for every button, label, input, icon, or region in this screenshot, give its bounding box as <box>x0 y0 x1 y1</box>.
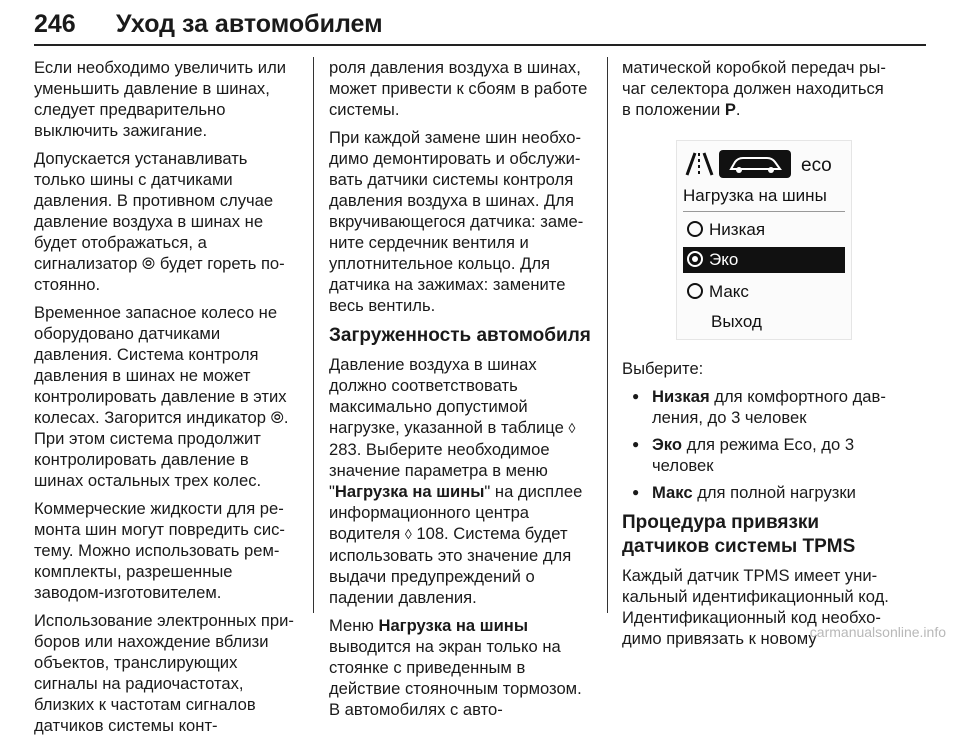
car-icon-frame <box>719 150 791 178</box>
load-option-max[interactable]: Макс <box>683 279 845 305</box>
section-heading: Процедура привязки датчиков системы TPMS <box>622 512 856 557</box>
watermark: carmanualsonline.info <box>809 624 946 640</box>
driver-info-display <box>676 140 852 340</box>
paragraph: При каждой замене шин необходимо демонтировать и обслуживать датчики системы контроля давления воздуха в шинах. Для вкручивающегося датчика: замените сердечник вентиля и уплотнительное кольцо. Для датчика на зажимах: замените весь вентиль. <box>329 128 584 315</box>
page-reference[interactable]: 283 <box>329 440 357 459</box>
paragraph: Использование электронных приборов или нахождение вблизи объектов, транслирующих сигналы на радиочастотах, близких к частотам сигналов датчиков системы конт- <box>34 611 294 735</box>
backslash-icon <box>704 153 712 175</box>
slash-icon <box>687 153 695 175</box>
load-option-eco[interactable]: Эко <box>683 247 845 273</box>
tpms-warning-icon: ⦾ <box>141 254 156 273</box>
paragraph: Каждый датчик TPMS имеет уникальный идентификационный код. Идентификационный код необходимо привязать к новому <box>622 566 889 648</box>
page-reference[interactable]: 108 <box>411 524 445 543</box>
select-label: Выберите: <box>622 359 704 378</box>
column-divider <box>607 57 608 613</box>
radio-icon <box>687 283 703 299</box>
page-header <box>34 10 926 44</box>
load-options-list <box>622 386 892 503</box>
radio-selected-icon <box>687 251 703 267</box>
page-title: Уход за автомобилем <box>116 10 383 38</box>
paragraph: Временное запасное колесо не оборудовано датчиками давления. Система контроля давления в шинах не может контролировать давление в этих колесах. Загорится индикатор ⦾. При этом система продолжит контролировать давление в шинах остальных трех колес. <box>34 303 289 490</box>
page-reference-icon: ◊ <box>568 420 576 436</box>
column-3 <box>622 57 892 656</box>
list-item: ● Макс для полной нагрузки <box>622 482 892 503</box>
display-icon-bar <box>683 147 845 181</box>
page-number: 246 <box>34 10 76 38</box>
paragraph: Если необходимо увеличить или уменьшить давление в шинах, следует предварительно выключить зажигание. <box>34 58 287 140</box>
tpms-warning-icon: ⦾ <box>270 408 284 427</box>
paragraph: Меню Нагрузка на шины выводится на экран только на стоянке с приведенным в действие стояночным тормозом. В автомобилях с авто- <box>329 616 582 719</box>
display-exit[interactable]: Выход <box>711 312 762 331</box>
header-rule <box>34 44 926 46</box>
menu-name: Нагрузка на шины <box>378 616 528 635</box>
gear-position: P <box>724 100 736 119</box>
list-item: ● Эко для режима Eco, до 3 человек <box>622 434 892 476</box>
paragraph: роля давления воздуха в шинах, может привести к сбоям в работе системы. <box>329 58 588 119</box>
road-mode-icons <box>683 147 845 181</box>
page-reference-icon: ◊ <box>404 526 412 542</box>
column-2 <box>329 57 594 727</box>
display-separator <box>683 211 845 212</box>
list-item: ● Низкая для комфортного давления, до 3 человек <box>622 386 892 428</box>
paragraph: матической коробкой передач рычаг селектора должен находиться в положении P. <box>622 58 886 119</box>
display-title: Нагрузка на шины <box>683 186 827 205</box>
menu-name: Нагрузка на шины <box>334 482 485 501</box>
eco-label: eco <box>801 155 832 176</box>
section-heading: Загруженность автомобиля <box>329 325 591 346</box>
radio-icon <box>687 221 703 237</box>
column-divider <box>313 57 314 613</box>
paragraph: Допускается устанавливать только шины с датчиками давления. В противном случае давление воздуха в шинах не будет отображаться, а сигнализатор ⦾ будет гореть постоянно. <box>34 149 285 294</box>
column-1 <box>34 57 299 743</box>
paragraph: Давление воздуха в шинах должно соответствовать максимально допустимой нагрузке, указанной в таблице ◊ 283. Выберите необходимое значение параметра в меню "Нагрузка на шины" на дисплее информационного центра водителя ◊ 108. Система будет использовать это значение для выдачи предупреждений о падении давления. <box>329 355 583 607</box>
load-option-low[interactable]: Низкая <box>683 217 845 243</box>
paragraph: Коммерческие жидкости для ремонта шин могут повредить систему. Можно использовать ремкомплекты, разрешенные заводом-изготовителем. <box>34 499 285 602</box>
